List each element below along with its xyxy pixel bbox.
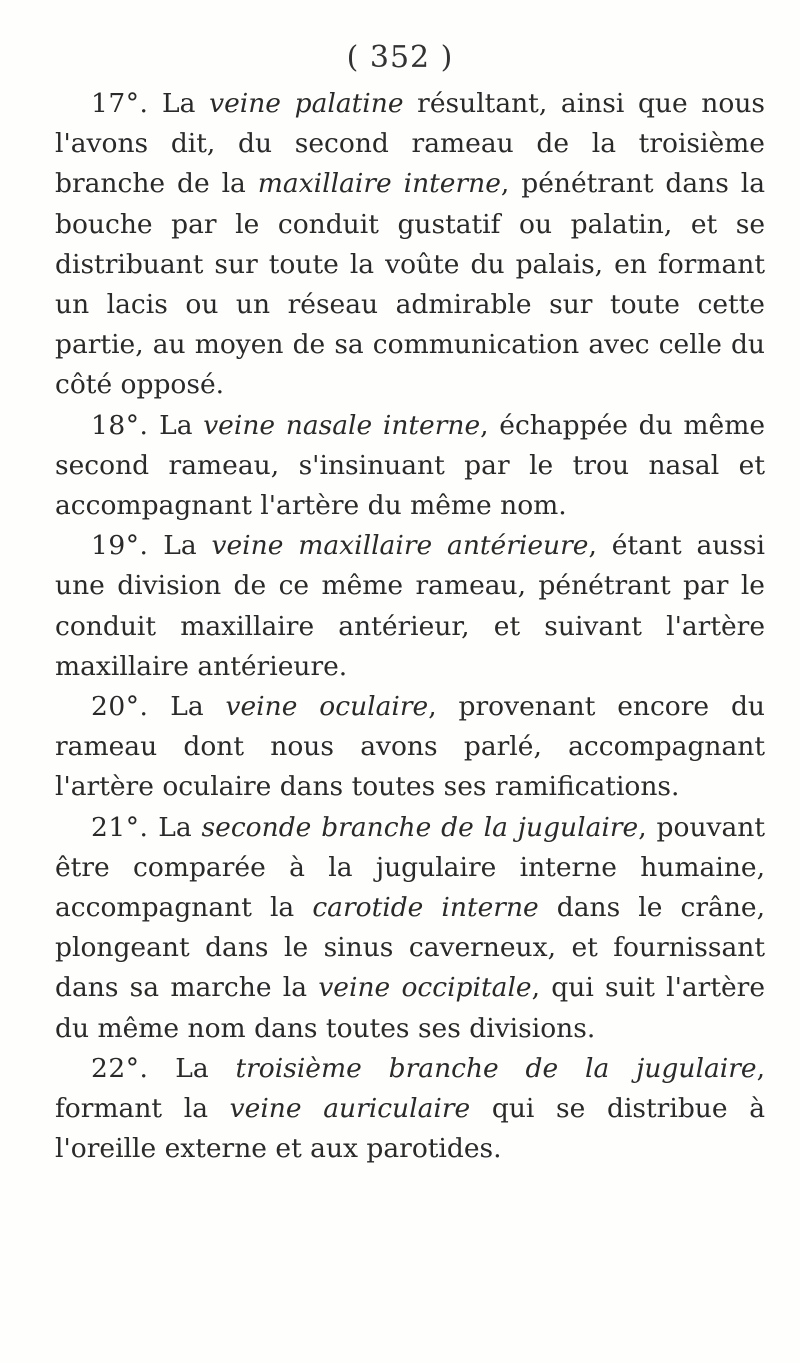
text-run: , qui suit l'artère du même nom dans toutes ses divisions. xyxy=(55,972,766,1044)
text-run: , formant la xyxy=(55,1052,766,1125)
italic-term: veine maxillaire antérieure xyxy=(211,530,589,562)
paragraph-number: 22°. xyxy=(91,1052,149,1084)
text-run: La xyxy=(148,811,202,843)
italic-term: veine nasale interne xyxy=(203,409,481,441)
text-run: , provenant encore du rameau dont nous avons parlé, accompagnant l'artère oculaire dans toutes ses ramifications. xyxy=(55,691,765,803)
text-run: La xyxy=(148,1052,236,1084)
italic-term: carotide interne xyxy=(312,892,539,924)
text-run: qui se distribue à l'oreille externe et aux parotides. xyxy=(55,1093,765,1165)
italic-term: maxillaire interne xyxy=(257,168,501,200)
italic-term: veine occipitale xyxy=(318,972,532,1004)
text-run: , échappée du même second rameau, s'insinuant par le trou nasal et accompagnant l'artère du même nom. xyxy=(55,409,765,522)
text-run: La xyxy=(148,530,212,562)
text-run: , pouvant être comparée à la jugulaire interne humaine, accompagnant la xyxy=(55,811,765,924)
italic-term: seconde branche de la jugulaire xyxy=(201,811,639,843)
paragraph-number: 19°. xyxy=(91,530,149,562)
paragraph xyxy=(55,406,765,527)
paragraph-number: 20°. xyxy=(91,691,149,723)
paragraph xyxy=(55,687,765,808)
paragraph-number: 17°. xyxy=(91,88,149,119)
italic-term: veine palatine xyxy=(209,88,404,119)
text-run: résultant, ainsi que nous l'avons dit, du second rameau de la troisième branche de la xyxy=(55,88,765,200)
text-run: , étant aussi une division de ce même rameau, pénétrant par le conduit maxillaire antérieur, et suivant l'artère maxillaire antérieure. xyxy=(55,530,765,682)
page-number-header: ( 352 ) xyxy=(346,40,454,75)
italic-term: veine oculaire xyxy=(225,691,429,723)
text-run: La xyxy=(148,88,210,119)
text-run: dans le crâne, plongeant dans le sinus caverneux, et fournissant dans sa marche la xyxy=(55,892,766,1004)
paragraph xyxy=(55,84,765,406)
paragraph-number: 21°. xyxy=(91,811,149,843)
text-run: La xyxy=(148,691,226,723)
text-run: La xyxy=(148,409,204,441)
paragraph xyxy=(55,526,765,687)
body-text xyxy=(55,84,765,1169)
paragraph xyxy=(55,1049,765,1170)
paragraph-number: 18°. xyxy=(91,409,149,441)
italic-term: troisième branche de la jugulaire xyxy=(235,1052,757,1084)
italic-term: veine auriculaire xyxy=(229,1093,471,1125)
text-run: , pénétrant dans la bouche par le conduit gustatif ou palatin, et se distribuant sur toute la voûte du palais, en formant un lacis ou un réseau admirable sur toute cette partie, au moyen de sa communication avec celle du côté opposé. xyxy=(55,168,766,401)
paragraph xyxy=(55,808,765,1049)
